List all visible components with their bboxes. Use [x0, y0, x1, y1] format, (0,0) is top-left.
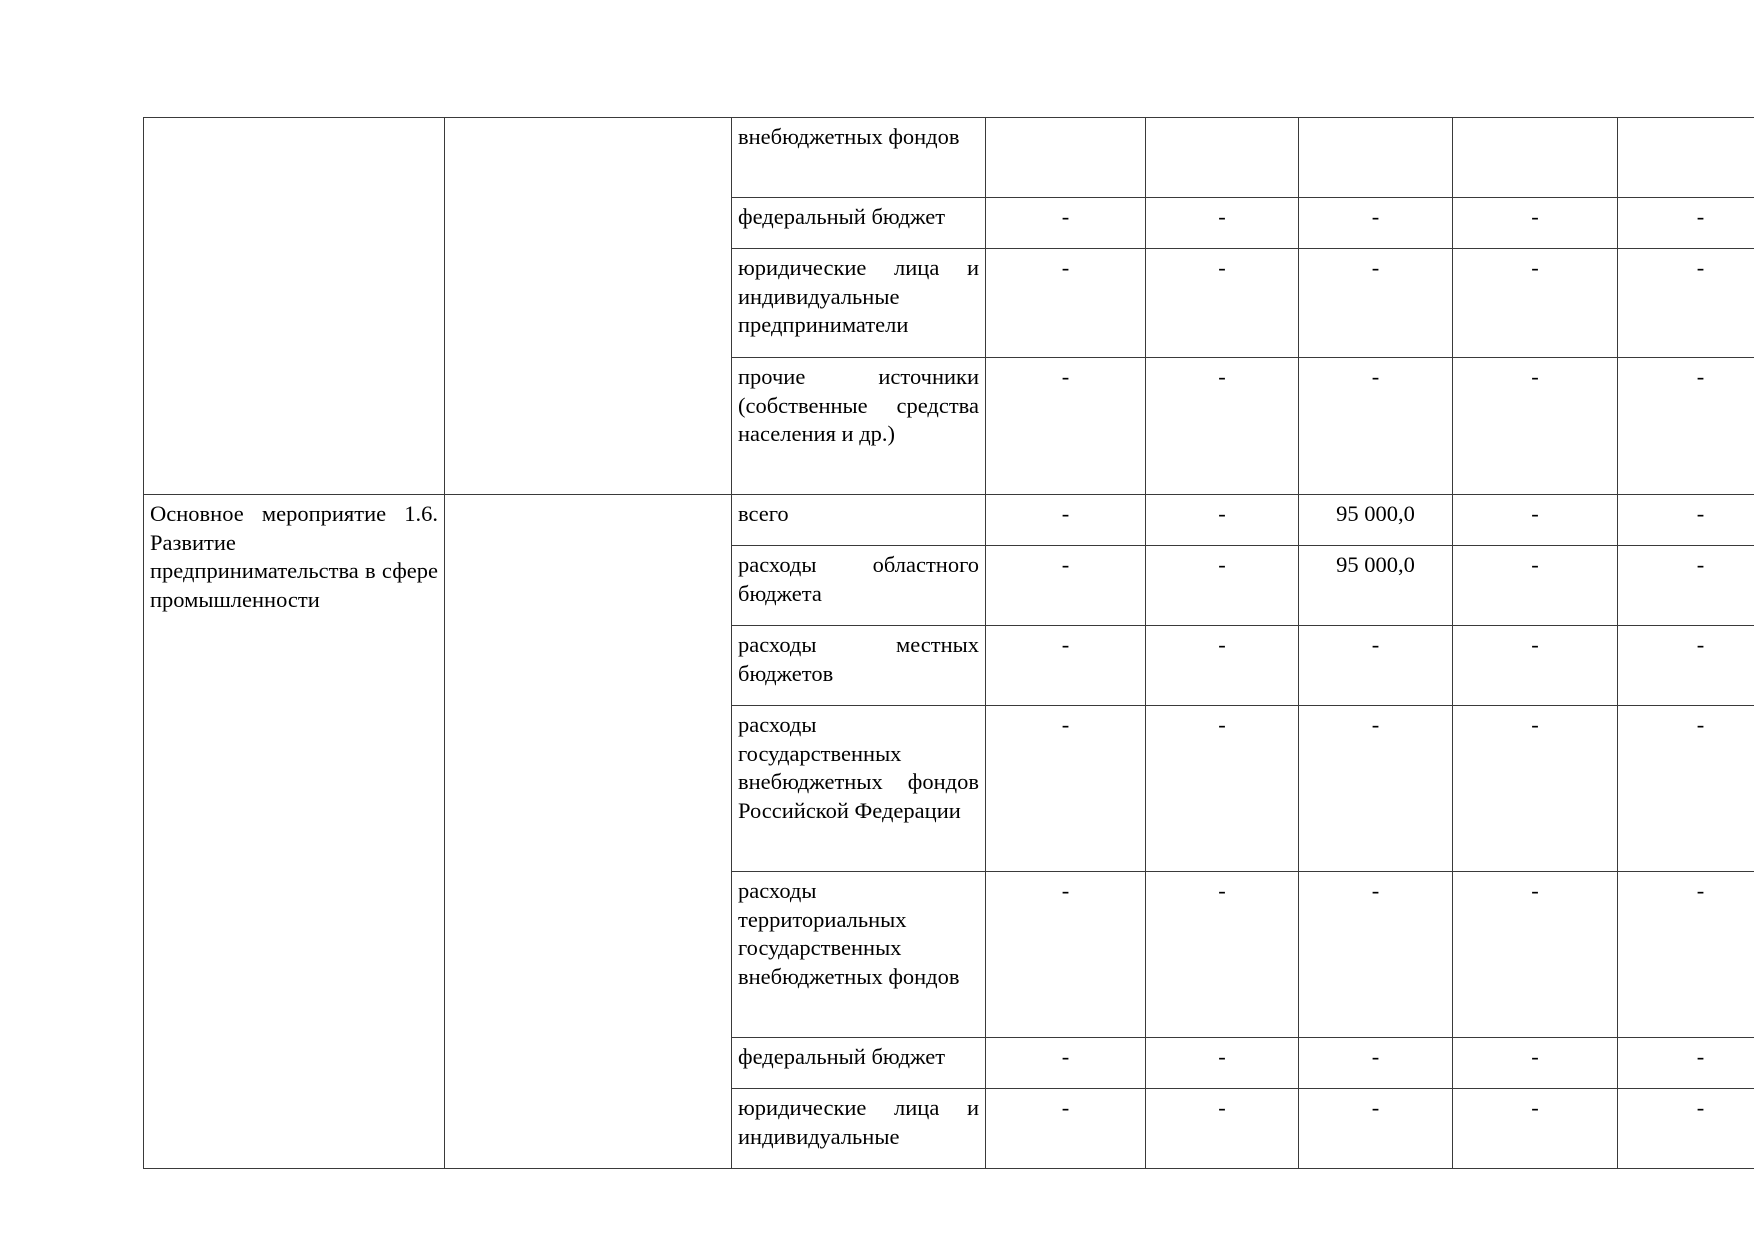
value-cell: - — [986, 706, 1146, 872]
value-cell: - — [1146, 358, 1299, 495]
value-cell: - — [1299, 626, 1453, 706]
funding-source-cell: расходы местных бюджетов — [732, 626, 986, 706]
value-cell — [986, 118, 1146, 198]
value-cell: - — [986, 1089, 1146, 1169]
value-cell: - — [1146, 249, 1299, 358]
value-cell — [1146, 118, 1299, 198]
value-cell: - — [1299, 1038, 1453, 1089]
value-cell: - — [1299, 1089, 1453, 1169]
funding-source-cell: всего — [732, 495, 986, 546]
value-cell: - — [986, 1038, 1146, 1089]
value-cell: - — [1453, 249, 1618, 358]
value-cell: - — [1453, 358, 1618, 495]
value-cell: 95 000,0 — [1299, 546, 1453, 626]
value-cell: - — [1618, 358, 1754, 495]
funding-source-cell: юридические лица и индивидуальные — [732, 1089, 986, 1169]
funding-source-cell: федеральный бюджет — [732, 198, 986, 249]
value-cell: - — [1618, 249, 1754, 358]
value-cell: - — [986, 198, 1146, 249]
activity-cell — [144, 118, 445, 495]
value-cell: - — [1453, 546, 1618, 626]
activity-cell: Основное мероприятие 1.6. Развитие предпринимательства в сфере промышленности — [144, 495, 445, 1169]
value-cell: - — [1299, 198, 1453, 249]
value-cell: - — [1299, 872, 1453, 1038]
value-cell: - — [1146, 1089, 1299, 1169]
executor-cell — [445, 495, 732, 1169]
table-row — [144, 118, 1754, 198]
value-cell: - — [1618, 198, 1754, 249]
value-cell: - — [986, 495, 1146, 546]
funding-source-cell: расходы областного бюджета — [732, 546, 986, 626]
funding-source-cell: расходы территориальных государственных внебюджетных фондов — [732, 872, 986, 1038]
value-cell: - — [986, 358, 1146, 495]
value-cell: - — [1453, 872, 1618, 1038]
funding-source-cell: юридические лица и индивидуальные предприниматели — [732, 249, 986, 358]
value-cell: - — [1453, 1038, 1618, 1089]
value-cell: - — [1299, 358, 1453, 495]
value-cell: - — [1146, 872, 1299, 1038]
value-cell: - — [1618, 872, 1754, 1038]
value-cell: - — [986, 872, 1146, 1038]
table-row — [144, 495, 1754, 546]
value-cell — [1453, 118, 1618, 198]
value-cell: - — [1618, 546, 1754, 626]
funding-source-cell: федеральный бюджет — [732, 1038, 986, 1089]
value-cell: - — [1453, 1089, 1618, 1169]
value-cell: - — [1618, 495, 1754, 546]
funding-table — [143, 117, 1754, 1169]
value-cell: 95 000,0 — [1299, 495, 1453, 546]
value-cell — [1299, 118, 1453, 198]
funding-source-cell: расходы государственных внебюджетных фондов Российской Федерации — [732, 706, 986, 872]
value-cell: - — [1146, 495, 1299, 546]
value-cell: - — [1146, 546, 1299, 626]
value-cell: - — [1453, 198, 1618, 249]
value-cell: - — [986, 249, 1146, 358]
value-cell: - — [1146, 1038, 1299, 1089]
funding-source-cell: прочие источники (собственные средства населения и др.) — [732, 358, 986, 495]
executor-cell — [445, 118, 732, 495]
funding-source-cell: внебюджетных фондов — [732, 118, 986, 198]
value-cell: - — [1146, 706, 1299, 872]
value-cell: - — [1618, 706, 1754, 872]
value-cell: - — [986, 626, 1146, 706]
value-cell: - — [1146, 626, 1299, 706]
value-cell: - — [1618, 1089, 1754, 1169]
value-cell: - — [1453, 626, 1618, 706]
value-cell: - — [1453, 706, 1618, 872]
value-cell: - — [1453, 495, 1618, 546]
value-cell: - — [1299, 249, 1453, 358]
value-cell: - — [1618, 626, 1754, 706]
value-cell: - — [1146, 198, 1299, 249]
value-cell: - — [1299, 706, 1453, 872]
value-cell: - — [986, 546, 1146, 626]
value-cell — [1618, 118, 1754, 198]
value-cell: - — [1618, 1038, 1754, 1089]
